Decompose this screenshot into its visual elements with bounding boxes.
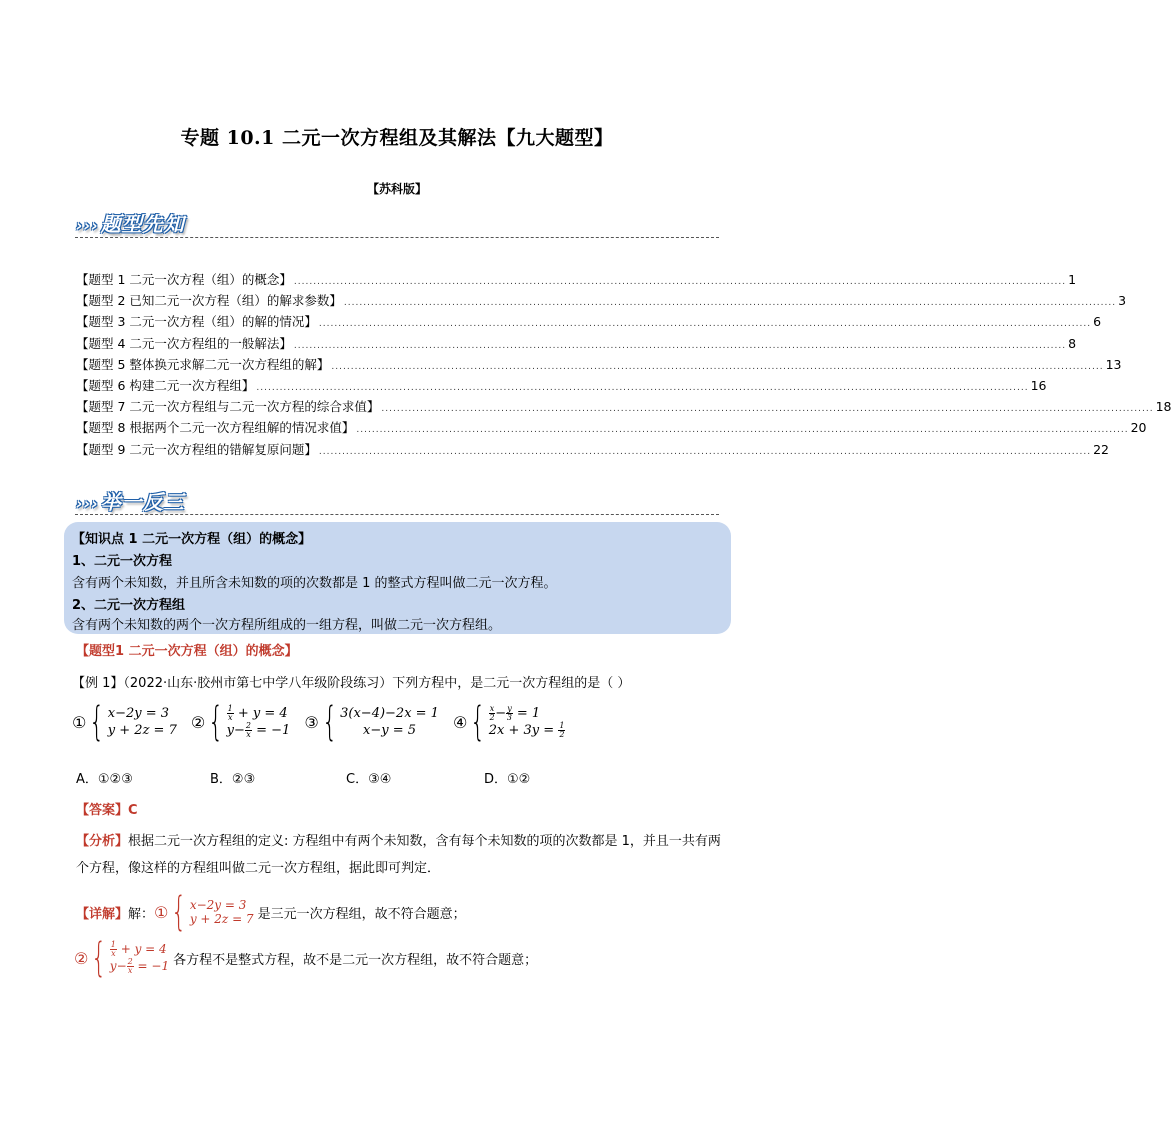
equation: x−2y = 3: [107, 706, 170, 721]
detail-line-1: 【详解】 解： ① { x−2y = 3 y + 2z = 7 是三元一次方程组，故不符合题意；: [76, 889, 466, 935]
toc-label: 【题型 5 整体换元求解二元一次方程组的解】: [76, 356, 330, 372]
toc-row[interactable]: [76, 334, 1077, 355]
equation: $\frac{x}{2}$ − $\frac{y}{3}$ = 1: [489, 704, 541, 722]
toc-label: 【题型 2 已知二元一次方程（组）的解求参数】: [76, 293, 342, 309]
table-of-contents: [76, 270, 1171, 461]
toc-label: 【题型 7 二元一次方程组与二元一次方程的综合求值】: [76, 399, 380, 415]
system-4: [452, 699, 565, 745]
answer: [76, 797, 722, 824]
toc-label: 【题型 9 二元一次方程组的错解复原问题】: [76, 441, 317, 457]
toc-row[interactable]: [76, 312, 1102, 333]
knowledge-subhead: 2、二元一次方程组: [72, 598, 186, 613]
toc-leader-dots: ........................................................................................................................................................................................................: [318, 446, 1092, 457]
toc-page-number: 20: [1130, 420, 1147, 436]
edition-label: 【苏科版】: [366, 182, 427, 196]
detail-line-2: ② { $\frac{1}{x}$ + y = 4 y− $\frac{2}{x}$ = −1 各方程不是整式方程，故不是二元一次方程组，故不符合题意；: [74, 935, 538, 981]
toc-row[interactable]: [76, 291, 1127, 312]
equation: $\frac{1}{x}$ + y = 4: [227, 704, 288, 722]
divider: [75, 514, 719, 515]
toc-leader-dots: ........................................................................................................................................................................................................: [293, 277, 1067, 287]
equation: y + 2z = 7: [107, 723, 177, 738]
brace-icon: {: [208, 699, 224, 745]
brace-icon: {: [470, 699, 486, 745]
knowledge-subhead: 1、二元一次方程: [72, 554, 173, 569]
analysis: [76, 828, 722, 882]
divider: [75, 237, 719, 238]
answer-label: 【答案】: [76, 803, 129, 818]
detail-intro: 解：: [128, 906, 155, 922]
analysis-label: 【分析】: [76, 834, 129, 849]
toc-row[interactable]: [76, 355, 1122, 376]
toc-leader-dots: ........................................................................................................................................................................................................: [331, 361, 1104, 372]
system-2: [190, 699, 291, 745]
analysis-text: 根据二元一次方程组的定义: 方程组中有两个未知数，含有每个未知数的项的次数都是 1，并且一共有两个方程，像这样的方程组叫做二元一次方程组，据此即可判定．: [76, 834, 721, 876]
equation: 3(x−4)−2x = 1: [340, 706, 439, 721]
detail-label: 【详解】: [76, 906, 129, 922]
detail-text: 是三元一次方程组，故不符合题意；: [257, 906, 466, 922]
option-c: C．③④: [346, 772, 392, 787]
knowledge-text: 含有两个未知数的两个一次方程所组成的一组方程，叫做二元一次方程组。: [72, 618, 502, 633]
circled-number: ③: [304, 712, 319, 732]
knowledge-text: 含有两个未知数，并且所含未知数的项的次数都是 1 的整式方程叫做二元一次方程。: [72, 576, 557, 591]
toc-label: 【题型 3 二元一次方程（组）的解的情况】: [76, 314, 317, 330]
circled-number: ②: [74, 948, 89, 968]
detail-text: 各方程不是整式方程，故不是二元一次方程组，故不符合题意；: [173, 952, 538, 968]
example-question: [72, 672, 630, 691]
toc-row[interactable]: [76, 270, 1077, 291]
section-heading: 【题型1 二元一次方程（组）的概念】: [76, 644, 298, 659]
toc-label: 【题型 4 二元一次方程组的一般解法】: [76, 335, 292, 351]
toc-page-number: 22: [1093, 441, 1109, 457]
knowledge-heading: 【知识点 1 二元一次方程（组）的概念】: [72, 532, 312, 547]
circled-number: ①: [154, 902, 169, 922]
option-a: A．①②③: [76, 772, 133, 787]
toc-page-number: 8: [1068, 335, 1077, 351]
brace-icon: {: [171, 889, 187, 935]
toc-label: 【题型 1 二元一次方程（组）的概念】: [76, 272, 292, 287]
toc-row[interactable]: [76, 376, 1047, 397]
banner-examples: [76, 486, 185, 515]
toc-leader-dots: ........................................................................................................................................................................................................: [318, 319, 1092, 330]
toc-leader-dots: ........................................................................................................................................................................................................: [256, 382, 1029, 393]
banner-title: 举一反三: [100, 490, 185, 514]
toc-leader-dots: ........................................................................................................................................................................................................: [293, 340, 1067, 351]
banner-arrows-icon: ›››: [76, 216, 99, 235]
equation: y− $\frac{2}{x}$ = −1: [226, 721, 291, 739]
brace-icon: {: [89, 699, 105, 745]
circled-number: ④: [452, 712, 468, 732]
system-1: [72, 699, 177, 745]
example-source: （2022·山东·胶州市第七中学八年级阶段练习）下列方程中，是二元一次方程组的是（ ）: [123, 676, 631, 691]
circled-number: ①: [72, 712, 87, 732]
toc-leader-dots: ........................................................................................................................................................................................................: [343, 298, 1117, 309]
option-systems: [72, 699, 565, 745]
example-label: 【例 1】: [72, 676, 124, 691]
toc-leader-dots: ........................................................................................................................................................................................................: [381, 404, 1154, 415]
brace-icon: {: [321, 699, 338, 745]
system-3: [304, 699, 439, 745]
toc-page-number: 3: [1118, 293, 1127, 309]
toc-row[interactable]: [76, 418, 1147, 439]
answer-value: C: [128, 803, 138, 818]
equation: 2x + 3y = $\frac{1}{2}$: [488, 721, 565, 739]
toc-page-number: 6: [1093, 314, 1102, 330]
toc-page-number: 1: [1068, 272, 1077, 287]
equation: x−y = 5: [363, 723, 417, 738]
toc-label: 【题型 8 根据两个二元一次方程组解的情况求值】: [76, 420, 355, 436]
toc-row[interactable]: [76, 440, 1109, 461]
option-d: D．①②: [484, 772, 531, 787]
banner-title: 题型先知: [100, 212, 185, 236]
banner-arrows-icon: ›››: [76, 494, 99, 513]
toc-label: 【题型 6 构建二元一次方程组】: [76, 377, 255, 393]
document-title: 专题 10.1 二元一次方程组及其解法【九大题型】: [180, 127, 614, 149]
brace-icon: {: [91, 935, 107, 981]
toc-page-number: 16: [1030, 377, 1047, 393]
toc-leader-dots: ........................................................................................................................................................................................................: [356, 425, 1129, 436]
banner-toc: [76, 208, 185, 237]
circled-number: ②: [190, 712, 206, 732]
toc-page-number: 13: [1105, 356, 1122, 372]
toc-page-number: 18: [1155, 399, 1171, 415]
toc-row[interactable]: [76, 397, 1171, 418]
option-b: B．②③: [210, 772, 256, 787]
